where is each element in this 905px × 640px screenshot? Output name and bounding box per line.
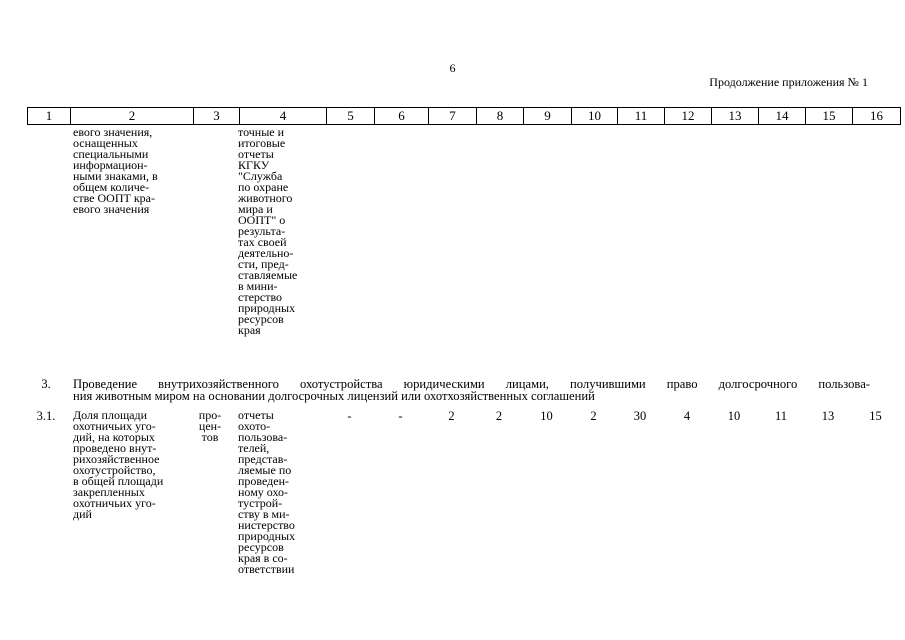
appendix-label: Продолжение приложения № 1: [709, 75, 868, 89]
value-col-8: 2: [495, 409, 503, 423]
header-col-3: 3: [194, 108, 240, 125]
header-row: [28, 108, 901, 125]
value-col-5: -: [347, 409, 352, 423]
value-col-15: 13: [821, 409, 835, 423]
header-col-5: 5: [327, 108, 375, 125]
page-number: 6: [449, 61, 456, 75]
header-col-12: 12: [665, 108, 712, 125]
header-col-7: 7: [429, 108, 477, 125]
header-col-16: 16: [853, 108, 901, 125]
section-title-line1: Проведение внутрихозяйственного охотустройства юридическими лицами, получившими право долгосрочного пользова-: [73, 377, 870, 391]
section-title-line2: ния животным миром на основании долгосрочных лицензий или охотхозяйственных соглашений: [73, 389, 595, 403]
header-col-2: 2: [71, 108, 194, 125]
header-col-14: 14: [759, 108, 806, 125]
value-col-11: 30: [633, 409, 647, 423]
header-col-8: 8: [477, 108, 524, 125]
header-col-4: 4: [240, 108, 327, 125]
value-col-10: 2: [590, 409, 597, 423]
value-col-13: 10: [727, 409, 741, 423]
header-col-10: 10: [572, 108, 618, 125]
header-col-6: 6: [375, 108, 429, 125]
row-unit: про- цен- тов: [198, 408, 222, 444]
row-indicator: Доля площади охотничьих уго- дий, на которых проведено внут- рихозяйственное охотустройство, в общей площади закрепленных охотничьих уго- дий: [73, 408, 164, 521]
header-col-13: 13: [712, 108, 759, 125]
value-col-6: -: [398, 409, 403, 423]
value-col-7: 2: [448, 409, 455, 423]
value-col-16: 15: [869, 409, 882, 423]
header-col-11: 11: [618, 108, 665, 125]
prev-row-col2: евого значения, оснащенных специальными информацион- ными знаками, в общем количе- стве ООПТ кра- евого значения: [73, 125, 158, 216]
table-header: [27, 107, 901, 125]
section-number: 3.: [41, 377, 51, 391]
value-col-12: 4: [683, 409, 691, 423]
header-col-15: 15: [806, 108, 853, 125]
value-col-14: 11: [774, 409, 788, 423]
row-number: 3.1.: [36, 409, 56, 423]
prev-row-col4: точные и итоговые отчеты КГКУ "Служба по охране животного мира и ООПТ" о результа- тах своей деятельно- сти, пред- ставляемые в мини- стерство природных ресурсов края: [238, 125, 298, 337]
value-col-9: 10: [540, 409, 553, 423]
header-col-9: 9: [524, 108, 572, 125]
header-col-1: 1: [28, 108, 71, 125]
row-source: отчеты охото- пользова- телей, представ- ляемые по проведен- ному охо- тустрой- ству в ми- нистерство природных ресурсов края в со- ответствии: [238, 408, 296, 576]
